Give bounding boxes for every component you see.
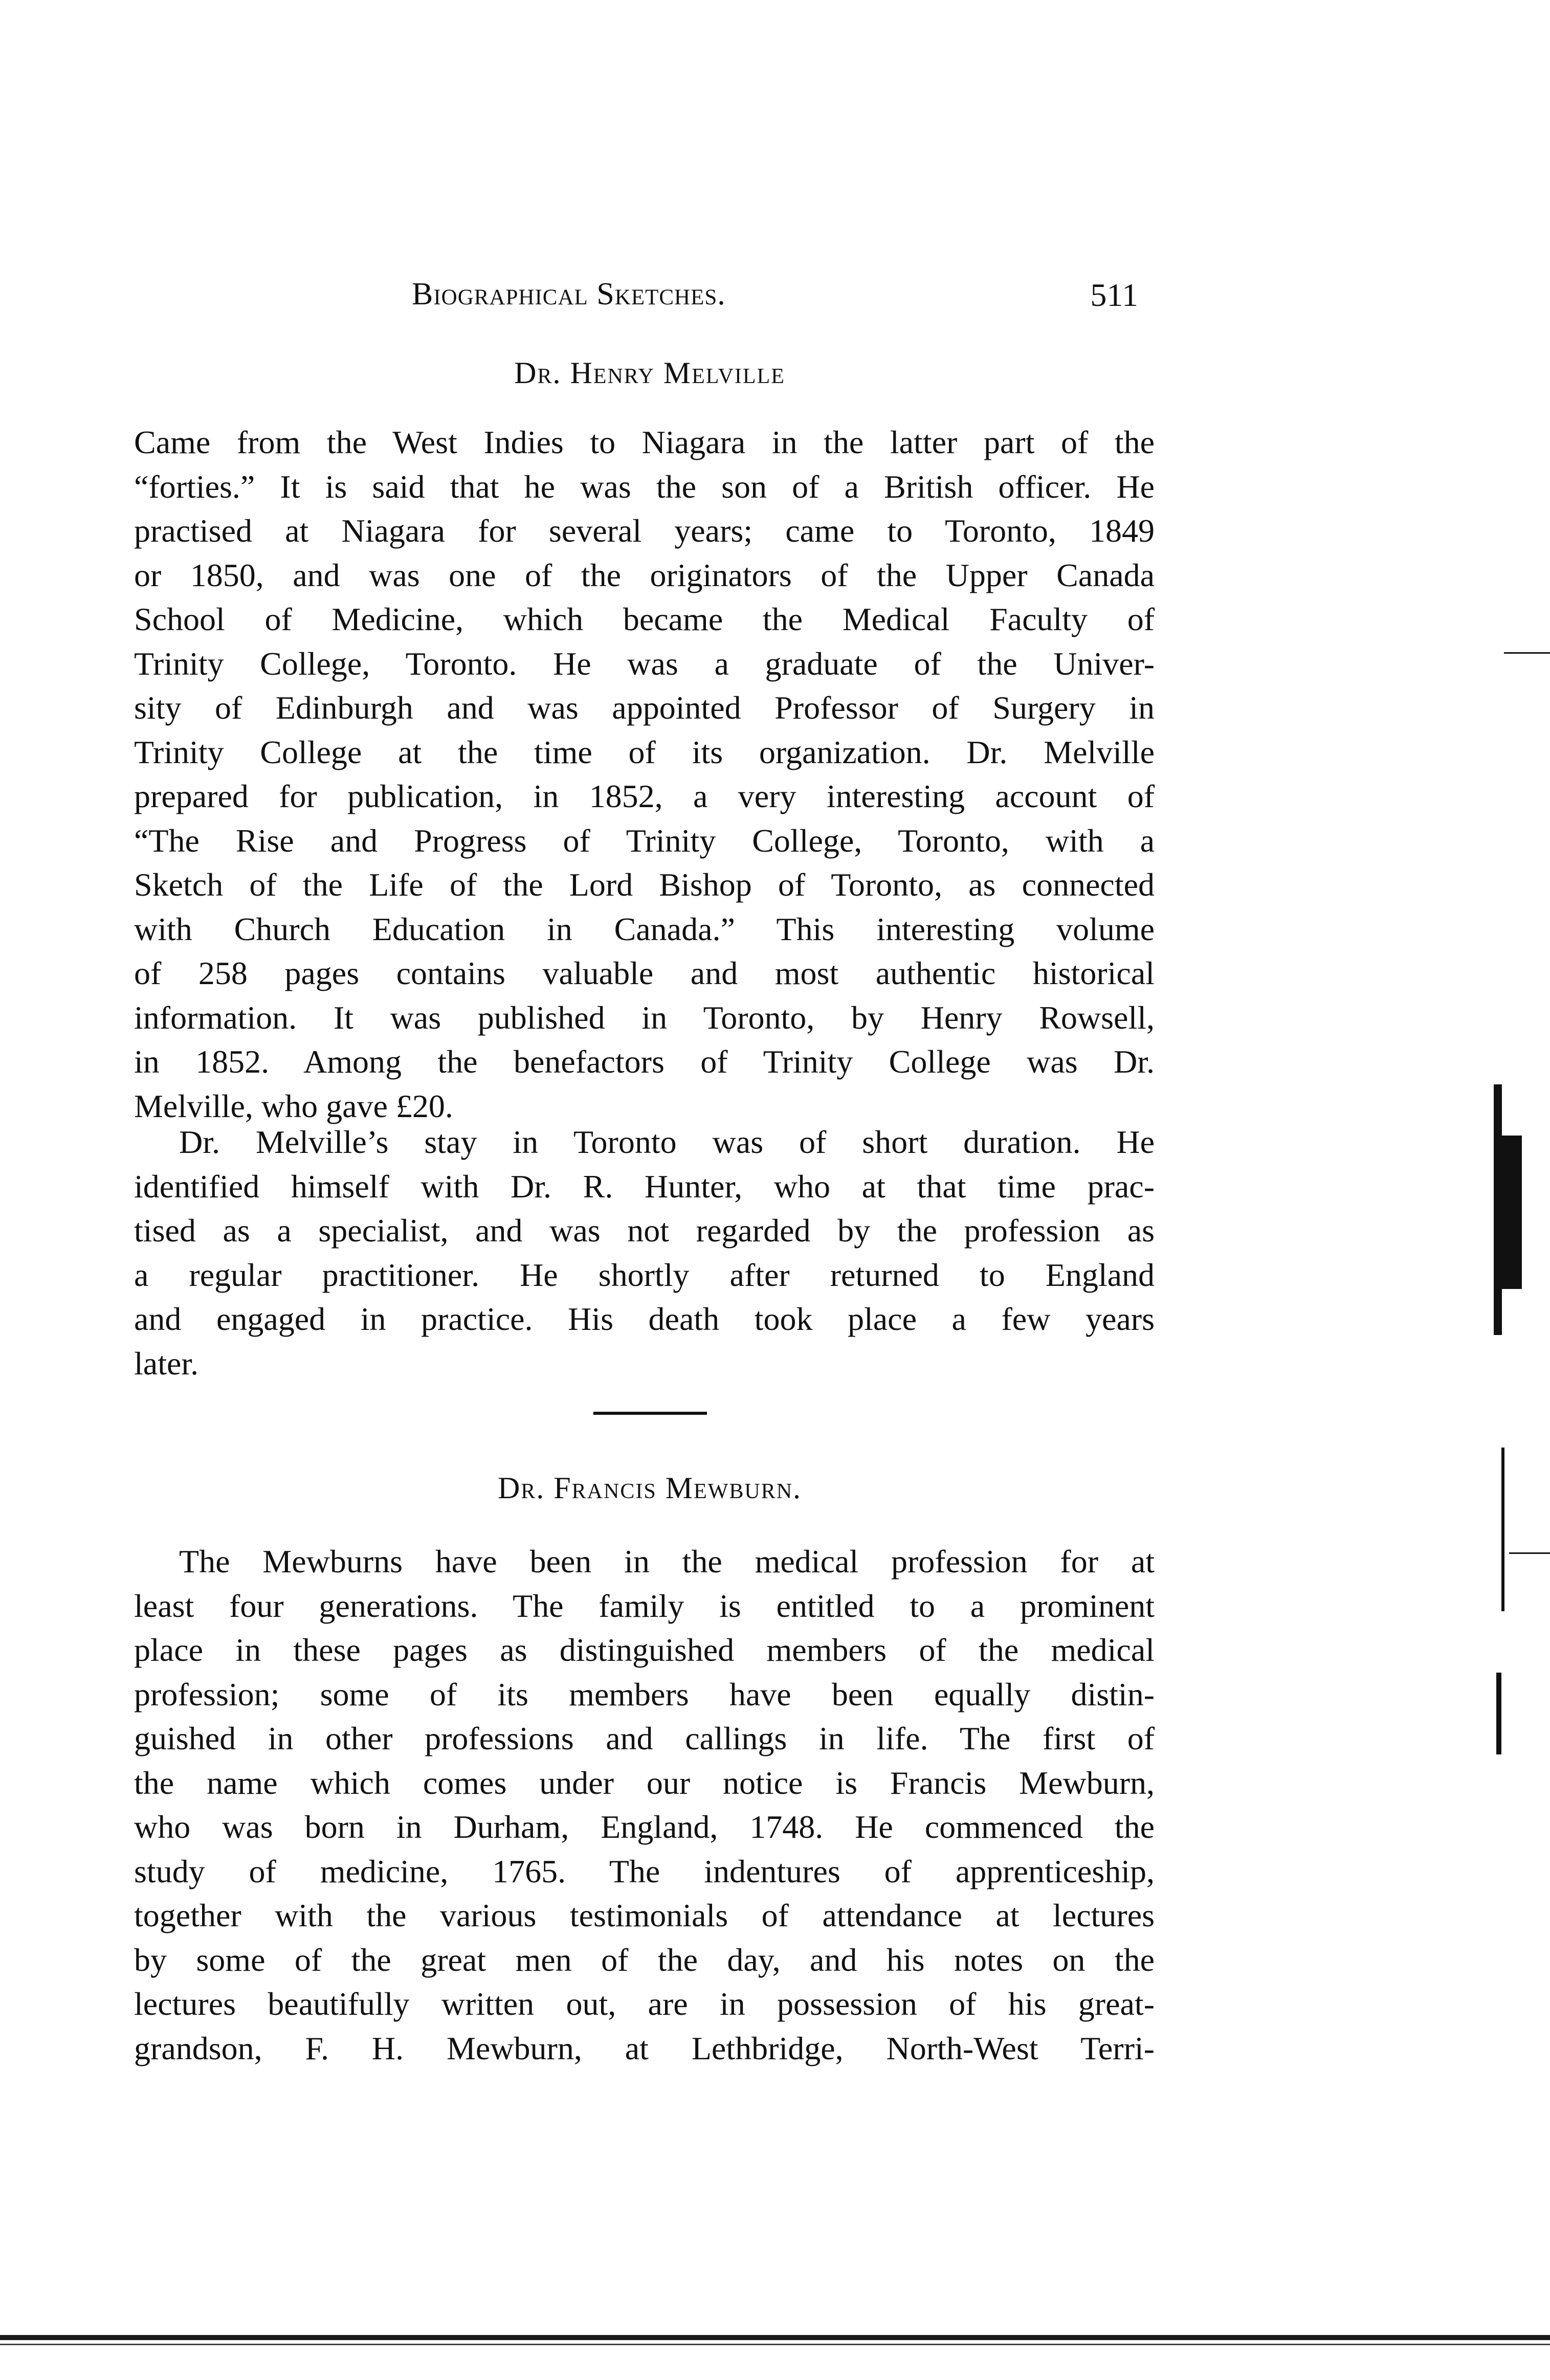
text-line: Melville, who gave £20. (134, 1087, 453, 1124)
text-line: The Mewburns have been in the medical profession for at (179, 1543, 1155, 1580)
text-line: sity of Edinburgh and was appointed Professor of Surgery in (134, 689, 1155, 726)
scan-edge-mark (1504, 652, 1550, 654)
scan-edge-mark (1496, 1673, 1501, 1754)
section-divider-rule (593, 1412, 707, 1415)
section-heading-francis-mewburn: Dr. Francis Mewburn. (497, 1471, 802, 1505)
paragraph-melville-2 (134, 1120, 1155, 1386)
text-line: who was born in Durham, England, 1748. He commenced the (134, 1809, 1155, 1845)
scan-edge-mark (1501, 1136, 1522, 1289)
text-line: information. It was published in Toronto, by Henry Rowsell, (134, 999, 1155, 1036)
text-line: guished in other professions and callings in life. The first of (134, 1720, 1155, 1756)
text-line: tised as a specialist, and was not regarded by the profession as (134, 1212, 1155, 1249)
scan-bottom-edge (0, 2335, 1550, 2340)
text-line: and engaged in practice. His death took place a few years (134, 1301, 1155, 1337)
text-line: the name which comes under our notice is Francis Mewburn, (134, 1764, 1155, 1801)
text-line: Sketch of the Life of the Lord Bishop of Toronto, as connected (134, 866, 1155, 903)
section-heading-henry-melville: Dr. Henry Melville (514, 356, 785, 390)
running-title: Biographical Sketches. (412, 277, 726, 312)
text-line: later. (134, 1345, 199, 1382)
text-line: grandson, F. H. Mewburn, at Lethbridge, North-West Terri- (134, 2030, 1155, 2066)
paragraph-melville-1 (134, 420, 1155, 1128)
text-line: “forties.” It is said that he was the son of a British officer. He (134, 468, 1155, 505)
scan-edge-mark (1494, 1084, 1502, 1335)
paragraph-mewburn-1 (134, 1540, 1155, 2071)
scan-edge-mark (1501, 1448, 1504, 1611)
text-line: by some of the great men of the day, and his notes on the (134, 1941, 1155, 1978)
text-line: Dr. Melville’s stay in Toronto was of short duration. He (179, 1124, 1155, 1160)
scan-edge-mark (1509, 1552, 1550, 1554)
text-line: lectures beautifully written out, are in possession of his great- (134, 1986, 1155, 2022)
text-line: Trinity College, Toronto. He was a graduate of the Univer- (134, 645, 1155, 682)
scan-bottom-edge-thin (0, 2344, 1550, 2345)
running-head (412, 276, 1138, 322)
text-line: a regular practitioner. He shortly after returned to England (134, 1256, 1155, 1293)
text-line: study of medicine, 1765. The indentures of apprenticeship, (134, 1853, 1155, 1889)
page-number: 511 (1090, 277, 1138, 313)
text-line: identified himself with Dr. R. Hunter, who at that time prac- (134, 1168, 1155, 1205)
text-line: in 1852. Among the benefactors of Trinity College was Dr. (134, 1043, 1155, 1080)
text-line: Came from the West Indies to Niagara in the latter part of the (134, 424, 1155, 460)
text-line: least four generations. The family is entitled to a prominent (134, 1587, 1155, 1624)
text-line: or 1850, and was one of the originators of the Upper Canada (134, 557, 1155, 593)
text-line: Trinity College at the time of its organization. Dr. Melville (134, 733, 1155, 770)
text-line: prepared for publication, in 1852, a very interesting account of (134, 778, 1155, 814)
text-line: practised at Niagara for several years; came to Toronto, 1849 (134, 513, 1155, 549)
text-line: with Church Education in Canada.” This interesting volume (134, 910, 1155, 947)
text-line: “The Rise and Progress of Trinity College, Toronto, with a (134, 822, 1155, 859)
text-line: of 258 pages contains valuable and most authentic historical (134, 955, 1155, 991)
text-line: School of Medicine, which became the Medical Faculty of (134, 601, 1155, 637)
text-line: profession; some of its members have been equally distin- (134, 1676, 1155, 1712)
text-line: together with the various testimonials of attendance at lectures (134, 1897, 1155, 1933)
text-line: place in these pages as distinguished members of the medical (134, 1632, 1155, 1668)
